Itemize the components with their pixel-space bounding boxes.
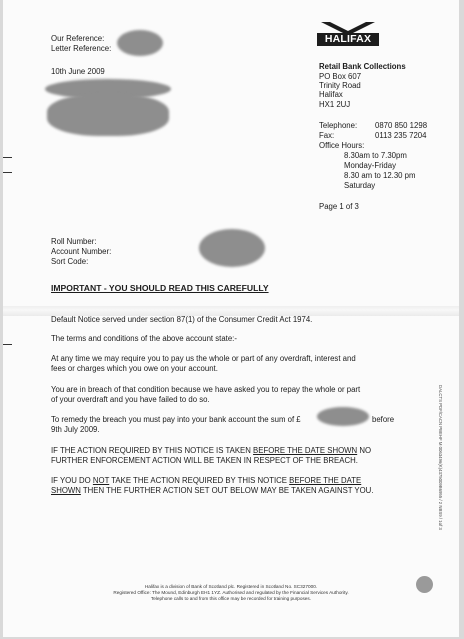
page-indicator: Page 1 of 3 — [319, 202, 359, 211]
letter-reference-label: Letter Reference: — [51, 44, 112, 53]
terms-clause-line: At any time we may require you to pay us the whole or part of any overdraft, interest and — [51, 354, 356, 363]
remedy-date: 9th July 2009. — [51, 425, 100, 434]
sender-address-line: PO Box 607 — [319, 72, 362, 81]
telephone-label: Telephone: — [319, 121, 358, 130]
redacted-amount — [317, 407, 369, 426]
warning-emphasis: NOT — [92, 476, 110, 485]
default-notice-line: Default Notice served under section 87(1) of the Consumer Credit Act 1974. — [51, 315, 313, 324]
brand-name: HALIFAX — [317, 33, 379, 46]
sender-address-line: HX1 2UJ — [319, 100, 351, 109]
terms-intro: The terms and conditions of the above account state:- — [51, 334, 237, 343]
redacted-account-details — [199, 229, 265, 267]
redacted-recipient-address — [47, 94, 169, 136]
office-hours-line: 8.30am to 7.30pm — [344, 151, 407, 160]
remedy-line: To remedy the breach you must pay into your bank account the sum of £ — [51, 415, 301, 424]
warning-text: IF THE ACTION REQUIRED BY THIS NOTICE IS TAKEN — [51, 446, 254, 455]
halifax-logo — [317, 22, 379, 48]
letter-page — [3, 0, 459, 637]
breach-line: of your overdraft and you have failed to do so. — [51, 395, 210, 404]
warning-text: NO — [357, 446, 372, 455]
office-hours-label: Office Hours: — [319, 141, 365, 150]
side-reference-code: DALCTS PDF/CACN PBEHF M 0063496(K)4375009B6955 / 2 NBS9 / 1of 3 — [438, 385, 443, 530]
hole-punch — [416, 576, 433, 593]
remedy-before-word: before — [372, 415, 395, 424]
office-hours-line: 8.30 am to 12.30 pm — [344, 171, 416, 180]
notice-heading: IMPORTANT - YOU SHOULD READ THIS CAREFULLY — [51, 283, 269, 293]
fold-mark — [3, 172, 12, 173]
warning-text: TAKE THE ACTION REQUIRED BY THIS NOTICE — [109, 476, 290, 485]
warning-emphasis: BEFORE THE DATE — [289, 476, 362, 485]
office-hours-line: Saturday — [344, 181, 376, 190]
our-reference-label: Our Reference: — [51, 34, 105, 43]
warning-text: IF YOU DO — [51, 476, 93, 485]
fold-mark — [3, 157, 12, 158]
letter-date: 10th June 2009 — [51, 67, 105, 76]
fold-mark — [3, 344, 12, 345]
warning-emphasis: BEFORE THE DATE SHOWN — [253, 446, 358, 455]
footer-line: Telephone calls to and from this office may be recorded for training purposes. — [150, 596, 312, 602]
enforcement-warning-line — [51, 446, 371, 455]
breach-line: You are in breach of that condition because we have asked you to repay the whole or part — [51, 385, 361, 394]
terms-clause-line: fees or charges which you owe on your account. — [51, 364, 218, 373]
further-action-line — [51, 486, 373, 495]
footer-line: Halifax is a division of Bank of Scotland plc. Registered in Scotland No. SC327000. — [144, 584, 318, 589]
enforcement-warning-line: FURTHER ENFORCEMENT ACTION WILL BE TAKEN IN RESPECT OF THE BREACH. — [51, 456, 358, 465]
office-hours-line: Monday-Friday — [344, 161, 396, 170]
account-number-label: Account Number: — [51, 247, 112, 256]
warning-emphasis: SHOWN — [51, 486, 81, 495]
sender-department: Retail Bank Collections — [319, 62, 406, 71]
roll-number-label: Roll Number: — [51, 237, 97, 246]
fax-label: Fax: — [319, 131, 335, 140]
sort-code-label: Sort Code: — [51, 257, 89, 266]
footer — [53, 584, 409, 603]
sender-address-line: Trinity Road — [319, 81, 361, 90]
further-action-line — [51, 476, 361, 485]
footer-line: Registered Office: The Mound, Edinburgh EH1 1YZ. Authorised and regulated by the Financial Services Authority. — [113, 590, 349, 596]
telephone-number: 0870 850 1298 — [375, 121, 428, 130]
redacted-reference — [117, 30, 163, 56]
sender-address-line: Halifax — [319, 90, 343, 99]
warning-text: THEN THE FURTHER ACTION SET OUT BELOW MAY BE TAKEN AGAINST YOU. — [80, 486, 374, 495]
fax-number: 0113 235 7204 — [375, 131, 427, 140]
